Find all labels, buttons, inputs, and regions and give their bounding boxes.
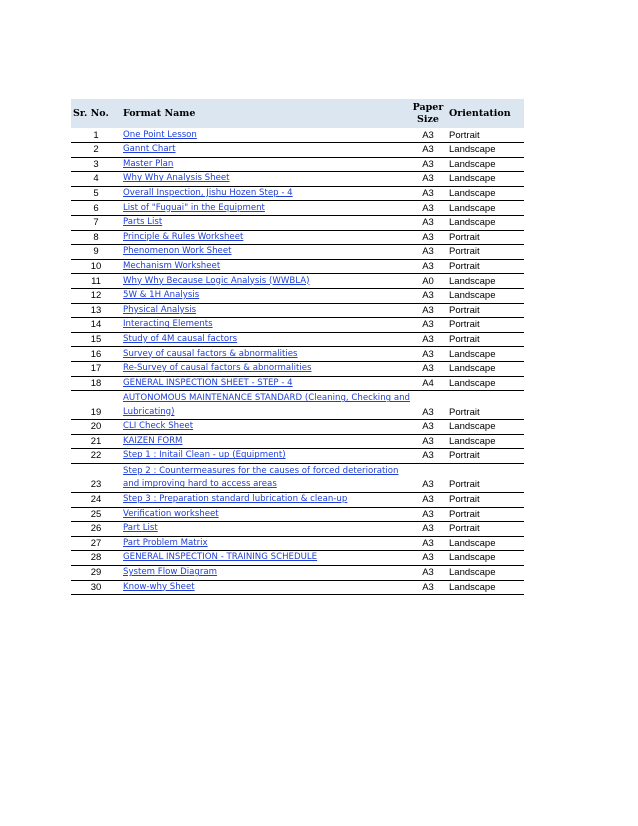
row-paper-size: A3 bbox=[422, 494, 434, 506]
format-link[interactable]: Survey of causal factors & abnormalities bbox=[123, 348, 298, 359]
row-orientation: Landscape bbox=[449, 435, 496, 447]
format-link[interactable]: Why Why Because Logic Analysis (WWBLA) bbox=[123, 275, 310, 286]
row-sr-no: 7 bbox=[93, 217, 99, 229]
header-paper-size-line1: Paper bbox=[412, 101, 444, 113]
row-paper-size: A3 bbox=[422, 508, 434, 520]
format-link[interactable]: Principle & Rules Worksheet bbox=[123, 231, 244, 242]
row-sr-no: 18 bbox=[90, 377, 102, 389]
table-row bbox=[71, 536, 524, 551]
row-sr-no: 16 bbox=[90, 348, 102, 360]
row-format-name-cell bbox=[121, 128, 411, 143]
row-orientation: Portrait bbox=[449, 246, 480, 258]
row-paper-size: A3 bbox=[422, 187, 434, 199]
row-orientation: Portrait bbox=[449, 260, 480, 272]
row-sr-no: 20 bbox=[90, 421, 102, 433]
row-orientation: Landscape bbox=[449, 202, 496, 214]
format-link[interactable]: Physical Analysis bbox=[123, 304, 197, 315]
row-paper-size: A3 bbox=[422, 567, 434, 579]
row-format-name-cell bbox=[121, 245, 411, 260]
header-sr-no: Sr. No. bbox=[73, 107, 109, 119]
row-orientation: Portrait bbox=[449, 508, 480, 520]
row-sr-no: 4 bbox=[93, 173, 99, 185]
format-link[interactable]: Step 3 : Preparation standard lubrication & clean-up bbox=[123, 494, 348, 505]
row-paper-size: A3 bbox=[422, 421, 434, 433]
row-orientation: Landscape bbox=[449, 187, 496, 199]
table-row bbox=[71, 362, 524, 377]
row-sr-no: 15 bbox=[90, 333, 102, 345]
format-link[interactable]: CLI Check Sheet bbox=[123, 421, 194, 432]
row-paper-size: A3 bbox=[422, 217, 434, 229]
format-link[interactable]: Re-Survey of causal factors & abnormalities bbox=[123, 363, 312, 374]
row-orientation: Landscape bbox=[449, 275, 496, 287]
row-orientation: Landscape bbox=[449, 363, 496, 375]
row-sr-no: 21 bbox=[90, 435, 102, 447]
row-sr-no: 13 bbox=[90, 304, 102, 316]
row-orientation: Landscape bbox=[449, 537, 496, 549]
row-orientation: Portrait bbox=[449, 333, 480, 345]
row-paper-size: A3 bbox=[422, 581, 434, 593]
row-orientation: Portrait bbox=[449, 494, 480, 506]
row-format-name-cell bbox=[121, 157, 411, 172]
row-paper-size: A3 bbox=[422, 479, 434, 491]
row-orientation: Landscape bbox=[449, 581, 496, 593]
format-link[interactable]: List of "Fuguai" in the Equipment bbox=[123, 202, 265, 213]
row-sr-no: 24 bbox=[90, 494, 102, 506]
row-sr-no: 6 bbox=[93, 202, 99, 214]
row-format-name-cell bbox=[121, 274, 411, 289]
row-paper-size: A3 bbox=[422, 435, 434, 447]
row-sr-no: 9 bbox=[93, 246, 99, 258]
table-row bbox=[71, 186, 524, 201]
row-paper-size: A3 bbox=[422, 537, 434, 549]
row-format-name-cell bbox=[121, 536, 411, 551]
table-row bbox=[71, 245, 524, 260]
row-orientation: Landscape bbox=[449, 217, 496, 229]
row-paper-size: A3 bbox=[422, 202, 434, 214]
format-link[interactable]: Why Why Analysis Sheet bbox=[123, 173, 230, 184]
row-format-name-cell bbox=[121, 216, 411, 231]
row-orientation: Portrait bbox=[449, 129, 480, 141]
row-format-name-cell bbox=[121, 143, 411, 158]
format-link[interactable]: Master Plan bbox=[123, 158, 174, 169]
row-paper-size: A3 bbox=[422, 144, 434, 156]
row-format-name-cell bbox=[121, 230, 411, 245]
format-link[interactable]: Part List bbox=[123, 523, 158, 534]
format-link[interactable]: Mechanism Worksheet bbox=[123, 260, 221, 271]
format-link[interactable]: GENERAL INSPECTION SHEET - STEP - 4 bbox=[123, 377, 293, 388]
row-paper-size: A3 bbox=[422, 290, 434, 302]
row-paper-size: A3 bbox=[422, 450, 434, 462]
row-sr-no: 14 bbox=[90, 319, 102, 331]
row-paper-size: A3 bbox=[422, 304, 434, 316]
row-format-name-cell bbox=[121, 303, 411, 318]
row-orientation: Landscape bbox=[449, 567, 496, 579]
row-sr-no: 2 bbox=[93, 144, 99, 156]
format-link[interactable]: System Flow Diagram bbox=[123, 567, 218, 578]
row-format-name-cell bbox=[121, 434, 411, 449]
format-link[interactable]: Interacting Elements bbox=[123, 319, 213, 330]
format-list-table bbox=[71, 99, 524, 595]
table-row bbox=[71, 332, 524, 347]
table-row bbox=[71, 551, 524, 566]
row-orientation: Portrait bbox=[449, 523, 480, 535]
table-row bbox=[71, 230, 524, 245]
row-orientation: Portrait bbox=[449, 319, 480, 331]
row-orientation: Portrait bbox=[449, 479, 480, 491]
format-link[interactable]: Study of 4M causal factors bbox=[123, 333, 238, 344]
row-format-name-cell bbox=[121, 492, 411, 507]
row-paper-size: A3 bbox=[422, 246, 434, 258]
table-row bbox=[71, 143, 524, 158]
row-paper-size: A0 bbox=[422, 275, 434, 287]
header-format-name: Format Name bbox=[123, 107, 196, 119]
table-row bbox=[71, 449, 524, 464]
row-orientation: Landscape bbox=[449, 377, 496, 389]
row-paper-size: A4 bbox=[422, 377, 434, 389]
table-row bbox=[71, 259, 524, 274]
table-row bbox=[71, 172, 524, 187]
row-sr-no: 22 bbox=[90, 450, 102, 462]
row-orientation: Landscape bbox=[449, 173, 496, 185]
table-row bbox=[71, 216, 524, 231]
header-orientation: Orientation bbox=[449, 107, 511, 119]
format-link[interactable]: Overall Inspection, Jishu Hozen Step - 4 bbox=[123, 187, 293, 198]
table-row bbox=[71, 580, 524, 595]
format-link[interactable]: AUTONOMOUS MAINTENANCE STANDARD (Cleaning, Checking and Lubricating) bbox=[123, 393, 410, 417]
row-format-name-cell bbox=[121, 391, 411, 420]
row-sr-no: 28 bbox=[90, 552, 102, 564]
table-row bbox=[71, 565, 524, 580]
row-format-name-cell bbox=[121, 376, 411, 391]
table-row bbox=[71, 303, 524, 318]
row-format-name-cell bbox=[121, 318, 411, 333]
row-format-name-cell bbox=[121, 362, 411, 377]
row-format-name-cell bbox=[121, 259, 411, 274]
row-paper-size: A3 bbox=[422, 260, 434, 272]
row-format-name-cell bbox=[121, 522, 411, 537]
row-paper-size: A3 bbox=[422, 363, 434, 375]
row-sr-no: 25 bbox=[90, 508, 102, 520]
header-row bbox=[71, 99, 524, 128]
row-orientation: Landscape bbox=[449, 421, 496, 433]
row-orientation: Portrait bbox=[449, 406, 480, 418]
row-orientation: Portrait bbox=[449, 231, 480, 243]
header-paper-size bbox=[411, 99, 445, 128]
row-sr-no: 29 bbox=[90, 567, 102, 579]
format-link[interactable]: Parts List bbox=[123, 217, 163, 228]
table-row bbox=[71, 376, 524, 391]
table-row bbox=[71, 274, 524, 289]
format-link[interactable]: Part Problem Matrix bbox=[123, 537, 208, 548]
table-row bbox=[71, 391, 524, 420]
row-format-name-cell bbox=[121, 186, 411, 201]
row-sr-no: 10 bbox=[90, 260, 102, 272]
row-orientation: Landscape bbox=[449, 290, 496, 302]
table-row bbox=[71, 318, 524, 333]
table-row bbox=[71, 522, 524, 537]
row-orientation: Landscape bbox=[449, 144, 496, 156]
row-paper-size: A3 bbox=[422, 129, 434, 141]
row-orientation: Portrait bbox=[449, 450, 480, 462]
format-link[interactable]: Verification worksheet bbox=[123, 508, 219, 519]
format-link[interactable]: Know-why Sheet bbox=[123, 581, 195, 592]
table-row bbox=[71, 492, 524, 507]
row-paper-size: A3 bbox=[422, 231, 434, 243]
row-sr-no: 23 bbox=[90, 479, 102, 491]
format-link[interactable]: Phenomenon Work Sheet bbox=[123, 246, 232, 257]
table-header bbox=[71, 99, 524, 128]
row-sr-no: 11 bbox=[91, 275, 101, 287]
row-sr-no: 26 bbox=[90, 523, 102, 535]
row-sr-no: 27 bbox=[90, 537, 102, 549]
row-format-name-cell bbox=[121, 332, 411, 347]
row-format-name-cell bbox=[121, 449, 411, 464]
format-link[interactable]: GENERAL INSPECTION - TRAINING SCHEDULE bbox=[123, 552, 318, 563]
format-link[interactable]: KAIZEN FORM bbox=[123, 435, 183, 446]
table-row bbox=[71, 420, 524, 435]
table-row bbox=[71, 434, 524, 449]
row-paper-size: A3 bbox=[422, 406, 434, 418]
row-format-name-cell bbox=[121, 201, 411, 216]
row-paper-size: A3 bbox=[422, 523, 434, 535]
row-sr-no: 12 bbox=[90, 290, 102, 302]
row-paper-size: A3 bbox=[422, 173, 434, 185]
row-format-name-cell bbox=[121, 551, 411, 566]
row-paper-size: A3 bbox=[422, 348, 434, 360]
row-format-name-cell bbox=[121, 580, 411, 595]
row-paper-size: A3 bbox=[422, 158, 434, 170]
row-sr-no: 5 bbox=[93, 187, 99, 199]
table-row bbox=[71, 157, 524, 172]
table-row bbox=[71, 289, 524, 304]
row-format-name-cell bbox=[121, 347, 411, 362]
row-format-name-cell bbox=[121, 172, 411, 187]
row-sr-no: 1 bbox=[93, 129, 99, 141]
row-orientation: Landscape bbox=[449, 552, 496, 564]
row-sr-no: 19 bbox=[90, 406, 102, 418]
row-sr-no: 8 bbox=[93, 231, 99, 243]
format-link[interactable]: 5W & 1H Analysis bbox=[123, 290, 200, 301]
table-row bbox=[71, 347, 524, 362]
row-format-name-cell bbox=[121, 420, 411, 435]
format-link[interactable]: One Point Lesson bbox=[123, 129, 197, 140]
table-body bbox=[71, 128, 524, 595]
table-row bbox=[71, 463, 524, 492]
row-orientation: Landscape bbox=[449, 348, 496, 360]
row-orientation: Landscape bbox=[449, 158, 496, 170]
header-paper-size-line2: Size bbox=[417, 113, 439, 125]
format-link[interactable]: Gannt Chart bbox=[123, 144, 176, 155]
row-sr-no: 17 bbox=[90, 363, 102, 375]
row-orientation: Portrait bbox=[449, 304, 480, 316]
row-format-name-cell bbox=[121, 565, 411, 580]
table-row bbox=[71, 507, 524, 522]
format-link[interactable]: Step 2 : Countermeasures for the causes of forced deterioration and improving hard to access areas bbox=[123, 465, 399, 490]
table-row bbox=[71, 128, 524, 143]
row-format-name-cell bbox=[121, 463, 411, 492]
row-paper-size: A3 bbox=[422, 552, 434, 564]
row-format-name-cell bbox=[121, 507, 411, 522]
row-format-name-cell bbox=[121, 289, 411, 304]
row-sr-no: 3 bbox=[93, 158, 99, 170]
row-paper-size: A3 bbox=[422, 333, 434, 345]
row-paper-size: A3 bbox=[422, 319, 434, 331]
format-link[interactable]: Step 1 : Initail Clean - up (Equipment) bbox=[123, 450, 286, 461]
table-row bbox=[71, 201, 524, 216]
row-sr-no: 30 bbox=[90, 581, 102, 593]
